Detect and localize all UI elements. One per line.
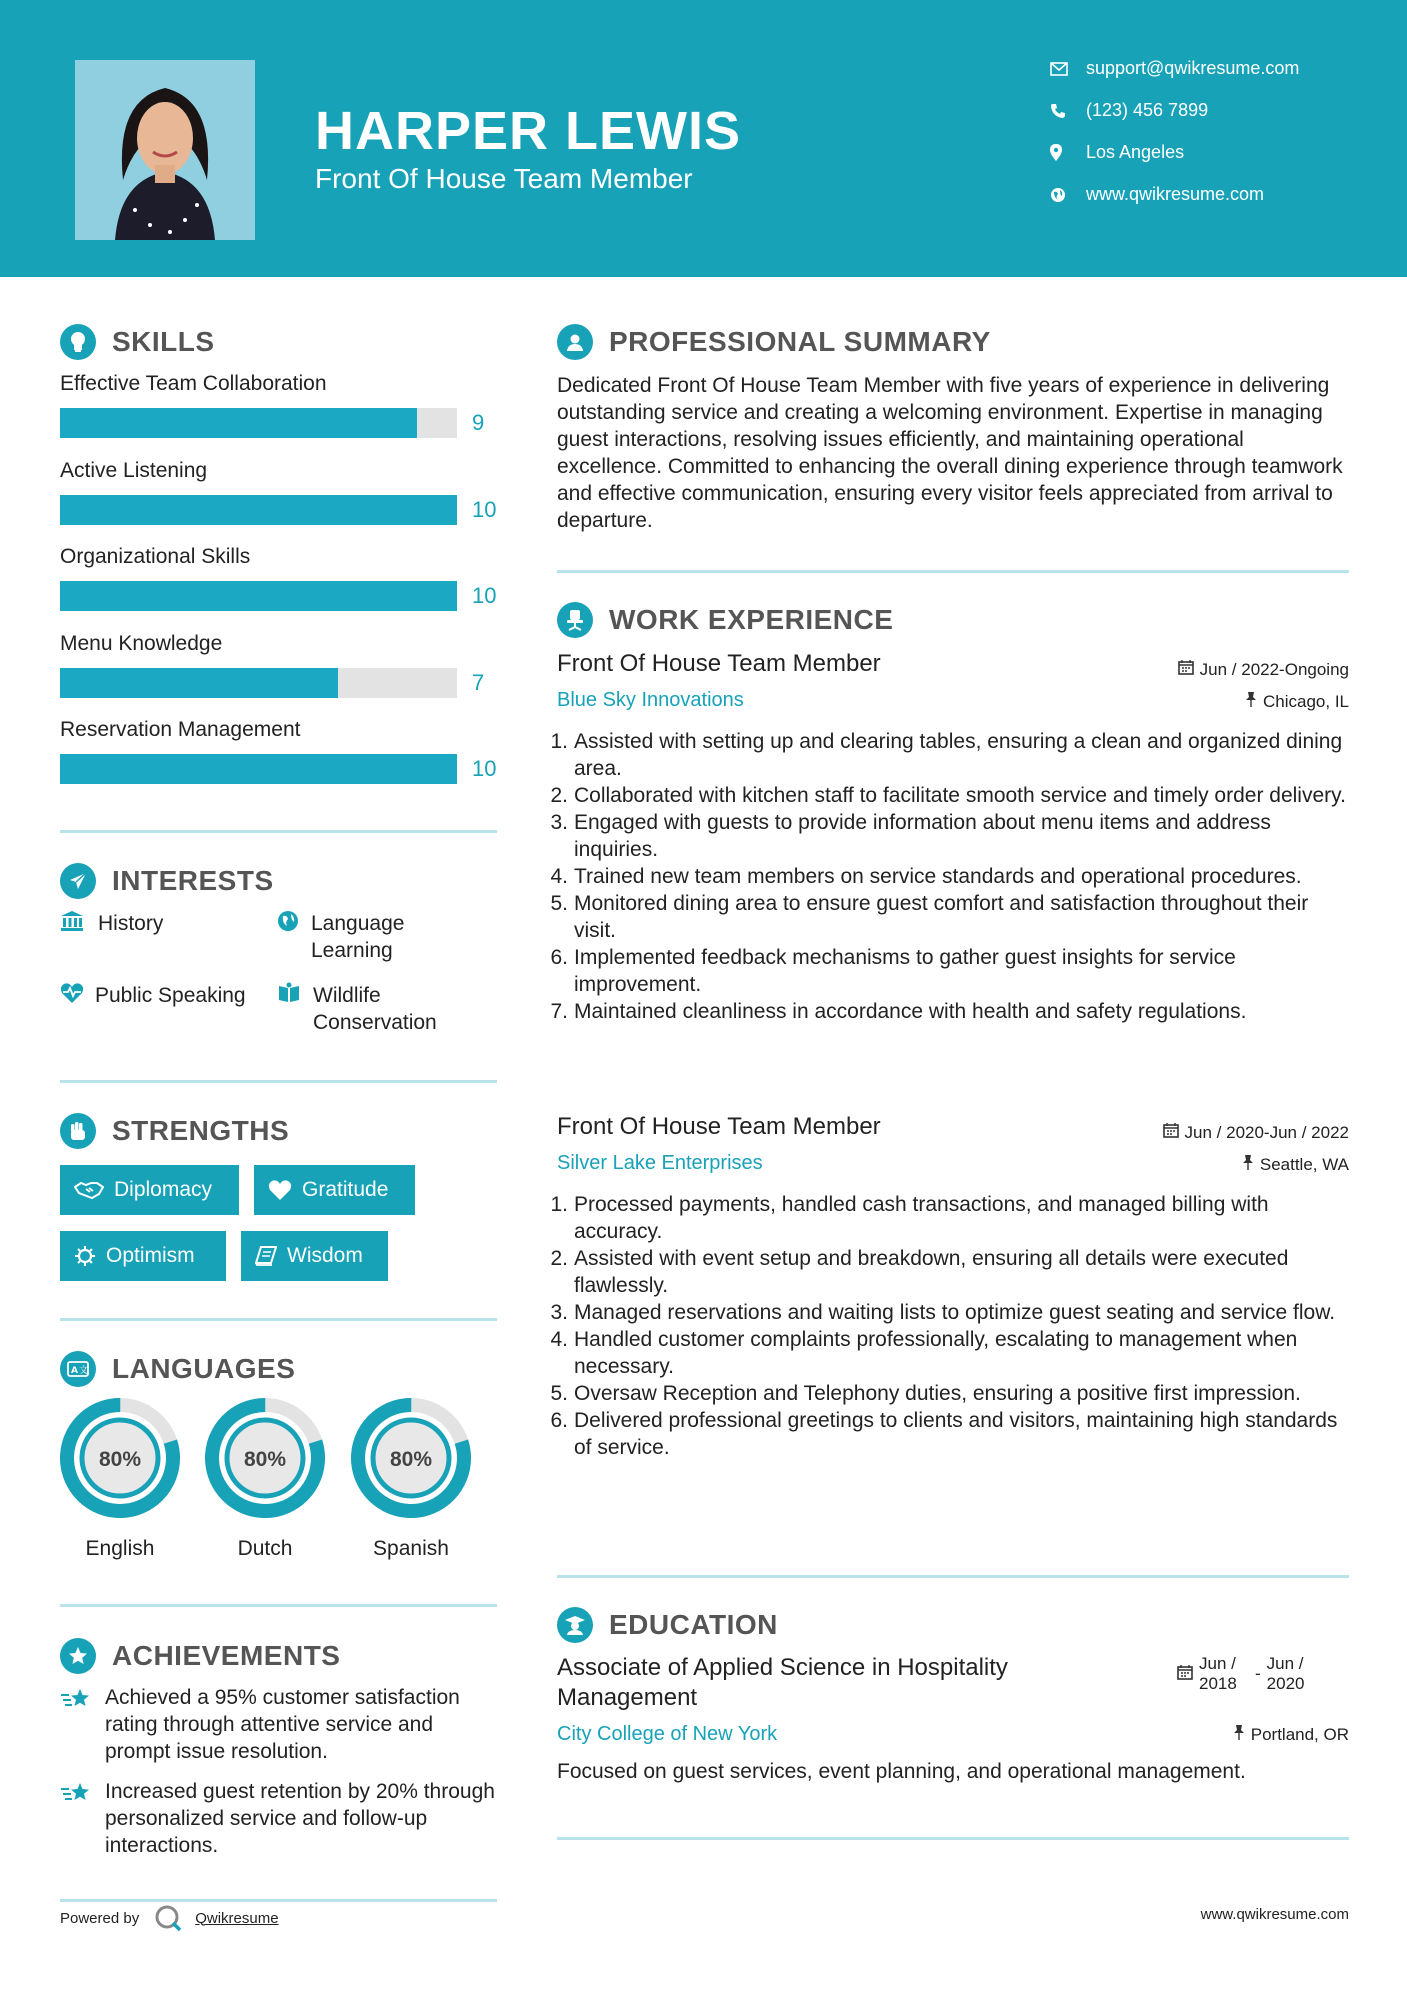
job-bullet [550, 1407, 1350, 1461]
job-dates-text: Jun / 2022-Ongoing [1199, 659, 1349, 679]
job-bullet [550, 1380, 1350, 1407]
skills-list [60, 372, 497, 792]
bullet-text: Managed reservations and waiting lists to optimize guest seating and service flow. [574, 1301, 1336, 1324]
language-percent: 80% [98, 1448, 142, 1471]
institution-icon [60, 910, 98, 939]
interest-label: Public Speaking [95, 984, 246, 1007]
map-pin-icon [1050, 144, 1086, 161]
bullet-number: 2. [550, 784, 568, 807]
strength-tag [60, 1231, 226, 1281]
bullet-text: Collaborated with kitchen staff to facilitate smooth service and timely order delivery. [574, 784, 1346, 807]
interest-label: History [98, 912, 164, 935]
achievements-section [60, 1636, 497, 1676]
summary-heading [557, 322, 1349, 362]
bullet-text: Delivered professional greetings to clients and visitors, maintaining high standards of service. [574, 1409, 1338, 1459]
bullet-number: 4. [550, 1328, 568, 1351]
contact-email-text[interactable]: support@qwikresume.com [1086, 58, 1300, 78]
achievements-title: ACHIEVEMENTS [112, 1640, 341, 1671]
bullet-text: Oversaw Reception and Telephony duties, ensuring a positive first impression. [574, 1382, 1301, 1405]
book-icon [255, 1246, 277, 1266]
interests-title: INTERESTS [112, 865, 274, 896]
skill-bar-fill [60, 754, 457, 784]
skill-bar-fill [60, 581, 457, 611]
bullet-text: Trained new team members on service standards and operational procedures. [574, 865, 1302, 888]
strength-label: Wisdom [287, 1244, 363, 1267]
education-end: Jun / 2020 [1266, 1654, 1305, 1693]
bullet-number: 5. [550, 892, 568, 915]
degree-title: Associate of Applied Science in Hospitality Management [557, 1654, 1008, 1711]
education-start: Jun / 2018 [1199, 1654, 1237, 1693]
achievements-heading [60, 1636, 497, 1676]
achievement-text: Achieved a 95% customer satisfaction rating through attentive service and prompt issue resolution. [105, 1686, 460, 1763]
language-name: English [85, 1537, 155, 1560]
contact-website-text[interactable]: www.qwikresume.com [1086, 184, 1265, 204]
education-section [557, 1605, 1349, 1645]
skills-title: SKILLS [112, 326, 215, 357]
bullet-text: Assisted with setting up and clearing tables, ensuring a clean and organized dining area. [574, 730, 1343, 780]
language-item [205, 1398, 325, 1561]
bullet-text: Engaged with guests to provide information about menu items and address inquiries. [574, 811, 1271, 861]
envelope-icon [1050, 62, 1086, 76]
interest-item [277, 910, 457, 964]
divider [60, 830, 497, 833]
summary-section [557, 322, 1349, 534]
language-name: Spanish [373, 1537, 449, 1560]
job-title: Front Of House Team Member [557, 1113, 881, 1140]
job-bullets [550, 728, 1350, 1025]
achievement-item [60, 1684, 497, 1765]
experience-section [557, 600, 1349, 640]
svg-text:文: 文 [79, 1366, 89, 1376]
interest-label: Language Learning [311, 912, 405, 962]
book-reader-icon [277, 982, 313, 1036]
qwikresume-link[interactable]: Qwikresume [195, 1909, 279, 1927]
skill-bar [60, 668, 457, 698]
strength-tag [254, 1165, 415, 1215]
bullet-text: Implemented feedback mechanisms to gather guest insights for service improvement. [574, 946, 1236, 996]
job-location [1245, 691, 1349, 712]
skill-score: 7 [472, 669, 485, 695]
job-bullet [550, 863, 1350, 890]
bullet-number: 3. [550, 811, 568, 834]
bullet-number: 1. [550, 1193, 568, 1216]
divider [557, 1575, 1349, 1578]
job-location-text: Chicago, IL [1263, 691, 1349, 711]
skill-label: Effective Team Collaboration [60, 372, 327, 395]
bullet-text: Assisted with event setup and breakdown, ensuring all details were executed flawlessly. [574, 1247, 1289, 1297]
user-icon [557, 324, 593, 360]
strengths-section [60, 1111, 497, 1151]
languages-section [60, 1349, 497, 1389]
interests-section [60, 861, 497, 901]
skill-bar [60, 581, 457, 611]
profile-photo [75, 60, 255, 240]
contact-location-text: Los Angeles [1086, 142, 1185, 162]
bullet-text: Maintained cleanliness in accordance with health and safety regulations. [574, 1000, 1247, 1023]
heartbeat-icon [60, 982, 95, 1011]
raised-fist-icon [60, 1113, 96, 1149]
job-dates-text: Jun / 2020-Jun / 2022 [1184, 1122, 1349, 1142]
strength-tag [241, 1231, 388, 1281]
job-dates [1178, 659, 1349, 680]
skill-bar-fill [60, 495, 457, 525]
language-ring [205, 1398, 325, 1518]
contact-phone-text[interactable]: (123) 456 7899 [1086, 100, 1209, 120]
job-bullet [550, 1299, 1350, 1326]
education-location-text: Portland, OR [1250, 1724, 1349, 1744]
job-bullet [550, 890, 1350, 944]
divider [60, 1604, 497, 1607]
education-dates [1177, 1654, 1317, 1694]
lightbulb-icon [60, 324, 96, 360]
interest-item [277, 982, 457, 1036]
divider [60, 1318, 497, 1321]
header-banner [0, 0, 1407, 277]
language-item [60, 1398, 180, 1561]
bullet-number: 6. [550, 946, 568, 969]
language-percent: 80% [243, 1448, 287, 1471]
summary-title: PROFESSIONAL SUMMARY [609, 326, 991, 357]
company-name: Silver Lake Enterprises [557, 1152, 763, 1174]
education-heading [557, 1605, 1349, 1645]
heart-icon [268, 1179, 292, 1201]
calendar-icon [1178, 659, 1194, 680]
bullet-number: 3. [550, 1301, 568, 1324]
languages-title: LANGUAGES [112, 1353, 296, 1384]
pin-icon [1233, 1724, 1245, 1745]
experience-heading [557, 600, 1349, 640]
contact-email[interactable] [1050, 58, 1299, 79]
achievement-item [60, 1778, 497, 1859]
bullet-number: 7. [550, 1000, 568, 1023]
calendar-icon [1177, 1664, 1193, 1685]
strengths-heading [60, 1111, 497, 1151]
languages-heading [60, 1349, 497, 1389]
strengths-title: STRENGTHS [112, 1115, 290, 1146]
strength-tag [60, 1165, 239, 1215]
skill-label: Menu Knowledge [60, 631, 223, 655]
language-ring [60, 1398, 180, 1518]
office-chair-icon [557, 602, 593, 638]
education-description: Focused on guest services, event planning, and operational management. [557, 1760, 1246, 1783]
job-location-text: Seattle, WA [1259, 1154, 1349, 1174]
pin-icon [1245, 691, 1257, 712]
language-ring [351, 1398, 471, 1518]
divider [557, 570, 1349, 573]
paper-plane-icon [60, 863, 96, 899]
strength-label: Diplomacy [114, 1178, 213, 1201]
job-location [1242, 1154, 1349, 1175]
job-bullet [550, 1326, 1350, 1380]
interest-item [60, 982, 275, 1011]
footer-website[interactable]: www.qwikresume.com [1200, 1906, 1349, 1923]
interests-heading [60, 861, 497, 901]
skills-heading [60, 322, 497, 362]
school-name: City College of New York [557, 1723, 778, 1745]
phone-icon [1050, 103, 1086, 119]
job-dates [1163, 1122, 1349, 1143]
job-bullet [550, 809, 1350, 863]
interest-item [60, 910, 270, 939]
interest-label: Wildlife Conservation [313, 984, 437, 1034]
job-bullet [550, 1245, 1350, 1299]
skill-bar [60, 754, 457, 784]
bullet-text: Processed payments, handled cash transactions, and managed billing with accuracy. [574, 1193, 1269, 1243]
divider [60, 1899, 497, 1902]
skill-bar-fill [60, 408, 417, 438]
job-title: Front Of House Team Member [557, 650, 881, 677]
skill-bar-fill [60, 668, 338, 698]
candidate-title: Front Of House Team Member [315, 163, 693, 194]
contact-website[interactable] [1050, 184, 1264, 205]
summary-text: Dedicated Front Of House Team Member with five years of experience in delivering outstanding service and creating a welcoming environment. Expertise in managing guest interactions, resolving issues efficiently, and maintaining operational excellence. Committed to enhancing the overall dining experience through teamwork and effective communication, ensuring every visitor feels appreciated from arrival to departure. [557, 374, 1343, 532]
candidate-name: HARPER LEWIS [315, 101, 742, 161]
skill-score: 10 [472, 583, 497, 608]
divider [557, 1837, 1349, 1840]
contact-location [1050, 142, 1184, 163]
bullet-text: Handled customer complaints professionally, escalating to management when necessary. [574, 1328, 1298, 1378]
graduate-icon [557, 1607, 593, 1643]
bullet-number: 4. [550, 865, 568, 888]
bullet-number: 2. [550, 1247, 568, 1270]
job-bullet [550, 998, 1350, 1025]
shooting-star-icon [60, 1684, 105, 1765]
language-item [351, 1398, 471, 1561]
footer-powered-by [60, 1903, 279, 1933]
job-bullet [550, 728, 1350, 782]
skill-label: Organizational Skills [60, 545, 251, 568]
job-bullet [550, 944, 1350, 998]
globe-icon [277, 910, 311, 964]
company-name: Blue Sky Innovations [557, 689, 744, 711]
bullet-number: 1. [550, 730, 568, 753]
date-separator: - [1255, 1664, 1261, 1683]
strength-label: Gratitude [302, 1178, 389, 1201]
skill-score: 10 [472, 756, 497, 781]
svg-text:A: A [71, 1366, 78, 1376]
handshake-icon [74, 1180, 104, 1200]
divider [60, 1080, 497, 1083]
language-name: Dutch [237, 1537, 293, 1560]
language-percent: 80% [389, 1448, 433, 1471]
job-bullet [550, 782, 1350, 809]
skill-bar [60, 408, 457, 438]
skill-label: Active Listening [60, 458, 208, 482]
powered-by-text: Powered by [60, 1909, 140, 1927]
globe-icon [1050, 187, 1086, 203]
shooting-star-icon [60, 1778, 105, 1859]
language-icon [60, 1351, 96, 1387]
achievement-text: Increased guest retention by 20% through personalized service and follow-up interactions. [105, 1780, 495, 1857]
bullet-number: 5. [550, 1382, 568, 1405]
contact-phone[interactable] [1050, 100, 1208, 121]
qwikresume-logo-icon [153, 1903, 183, 1933]
skill-score: 9 [472, 410, 485, 435]
calendar-icon [1163, 1122, 1179, 1143]
experience-title: WORK EXPERIENCE [609, 604, 894, 635]
skill-bar [60, 495, 457, 525]
bullet-text: Monitored dining area to ensure guest comfort and satisfaction throughout their visit. [574, 892, 1309, 942]
pin-icon [1242, 1154, 1254, 1175]
skills-section [60, 322, 497, 362]
education-location [1233, 1724, 1349, 1745]
star-badge-icon [60, 1638, 96, 1674]
job-bullets [550, 1191, 1350, 1461]
job-bullet [550, 1191, 1350, 1245]
sun-icon [74, 1245, 96, 1267]
skill-label: Reservation Management [60, 718, 301, 741]
skill-score: 10 [472, 496, 497, 522]
bullet-number: 6. [550, 1409, 568, 1432]
education-title: EDUCATION [609, 1609, 778, 1640]
strength-label: Optimism [106, 1244, 195, 1267]
